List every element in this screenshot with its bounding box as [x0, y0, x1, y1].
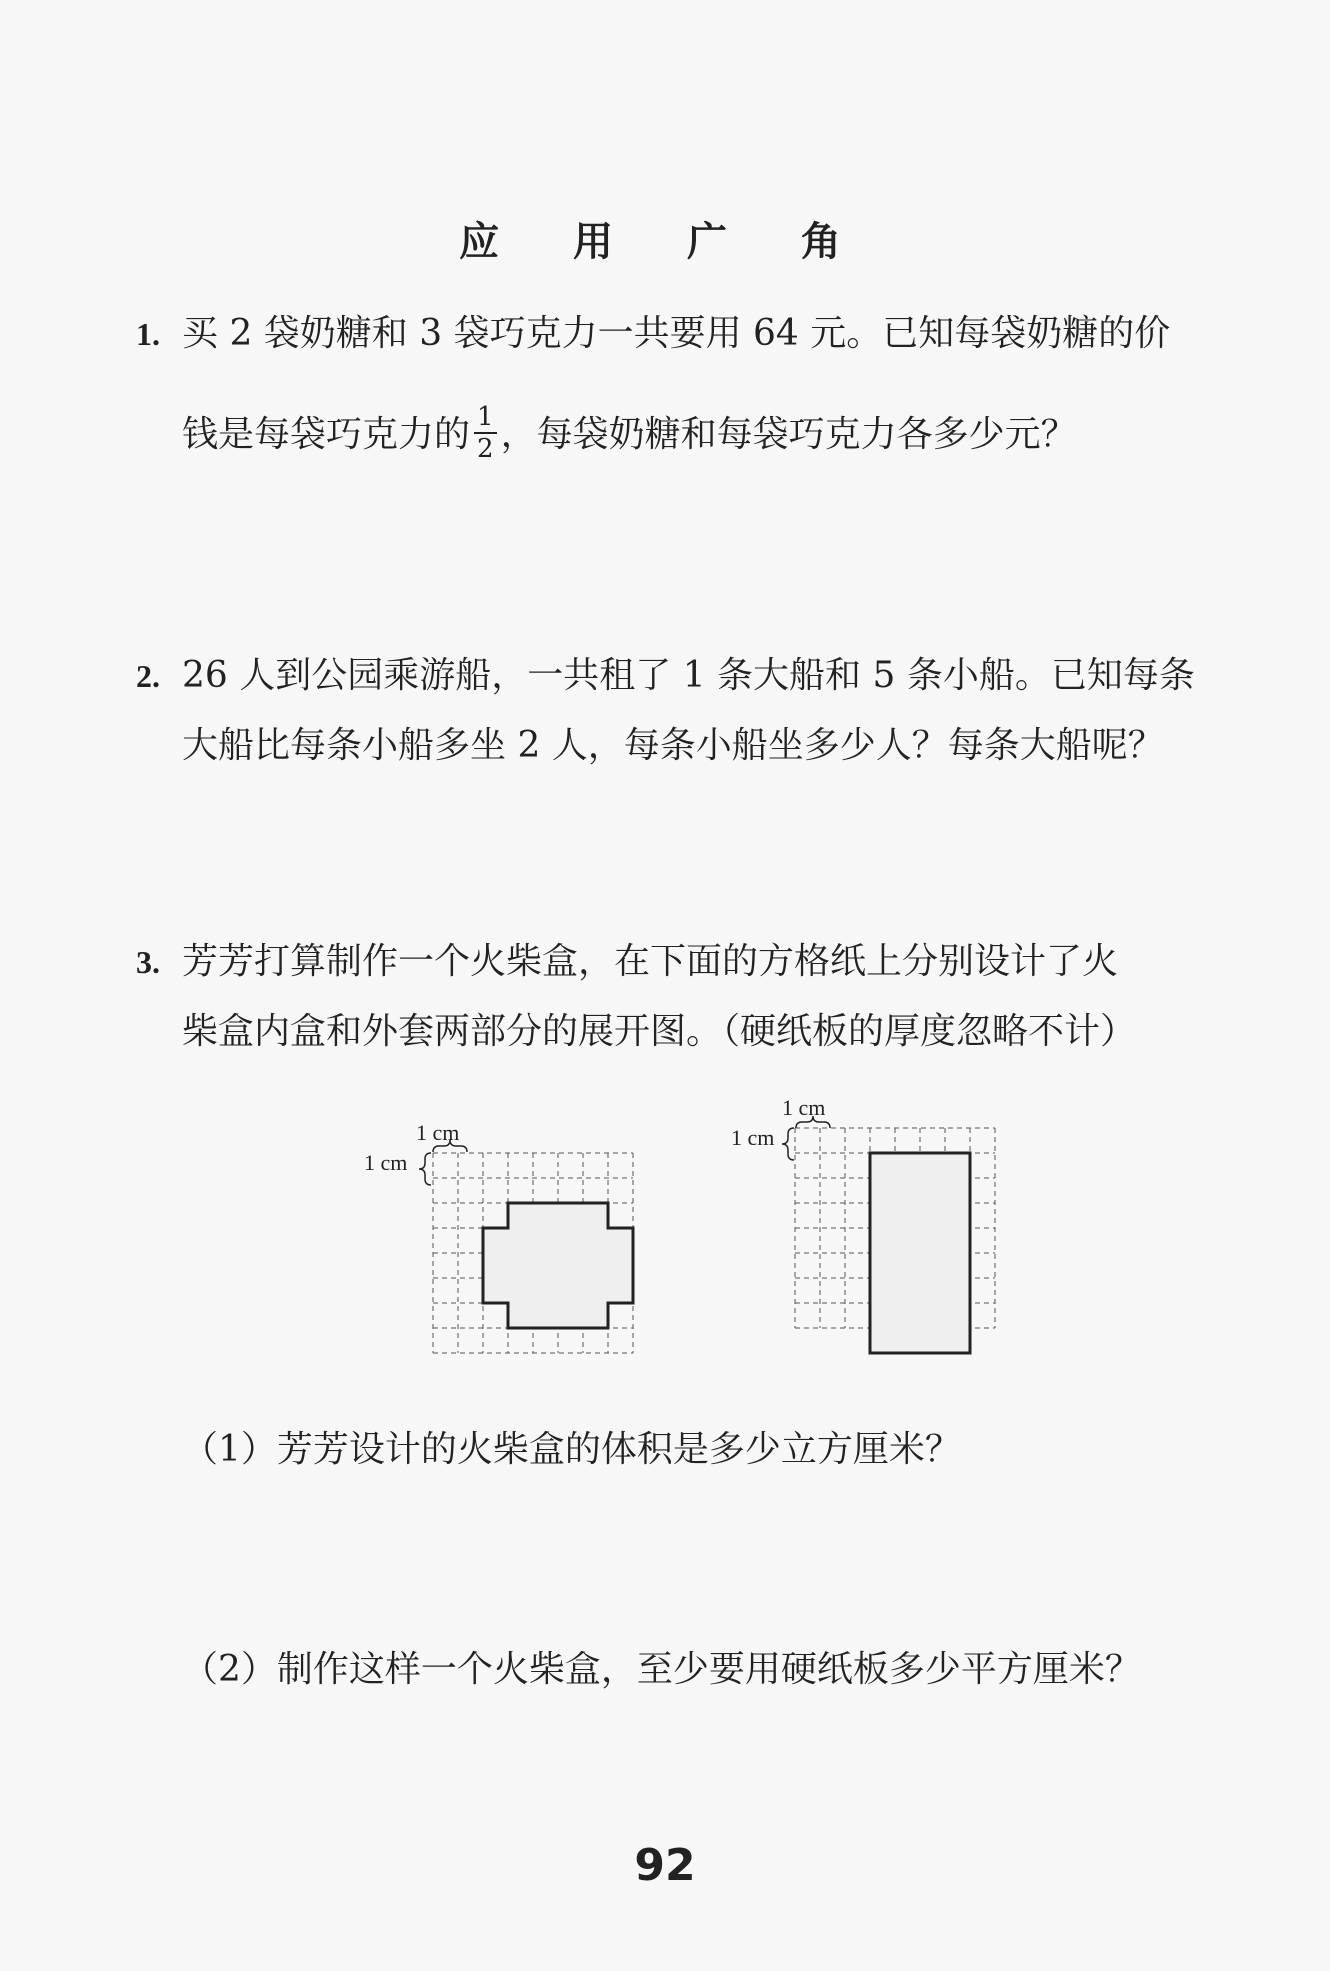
fraction-numerator: 1	[474, 402, 497, 434]
problem-1-number: 1.	[136, 316, 160, 352]
problem-1-line-1: 买 2 袋奶糖和 3 袋巧克力一共要用 64 元。已知每袋奶糖的价	[182, 313, 1171, 354]
left-grid-height-label: 1 cm	[364, 1150, 408, 1175]
problem-1-text-after-fraction: ，每袋奶糖和每袋巧克力各多少元？	[500, 414, 1077, 455]
problem-3-subquestion-1: （1）芳芳设计的火柴盒的体积是多少立方厘米？	[182, 1429, 961, 1470]
left-grid-width-label: 1 cm	[416, 1120, 460, 1145]
page-number: 92	[634, 1840, 696, 1891]
problem-3-number: 3.	[136, 944, 160, 980]
inner-box-net-shape	[483, 1203, 633, 1328]
problem-3-line-1: 芳芳打算制作一个火柴盒，在下面的方格纸上分别设计了火	[182, 941, 1119, 982]
left-height-brace	[419, 1153, 431, 1185]
right-grid-width-label: 1 cm	[782, 1095, 826, 1120]
right-height-brace	[782, 1128, 794, 1160]
problem-2-line-2: 大船比每条小船多坐 2 人，每条小船坐多少人？每条大船呢？	[182, 725, 1164, 766]
problem-3-subquestion-2: （2）制作这样一个火柴盒，至少要用硬纸板多少平方厘米？	[182, 1649, 1141, 1690]
right-grid-height-label: 1 cm	[731, 1125, 775, 1150]
problem-1-text-before-fraction: 钱是每袋巧克力的	[182, 414, 471, 455]
problem-2-line-1: 26 人到公园乘游船，一共租了 1 条大船和 5 条小船。已知每条	[182, 655, 1195, 696]
outer-sleeve-net-shape	[870, 1153, 970, 1353]
fraction-denominator: 2	[477, 434, 494, 464]
problem-3-line-2: 柴盒内盒和外套两部分的展开图。（硬纸板的厚度忽略不计）	[182, 1011, 1137, 1052]
problem-2-number: 2.	[136, 658, 160, 694]
page-title: 应 用 广 角	[459, 219, 871, 265]
